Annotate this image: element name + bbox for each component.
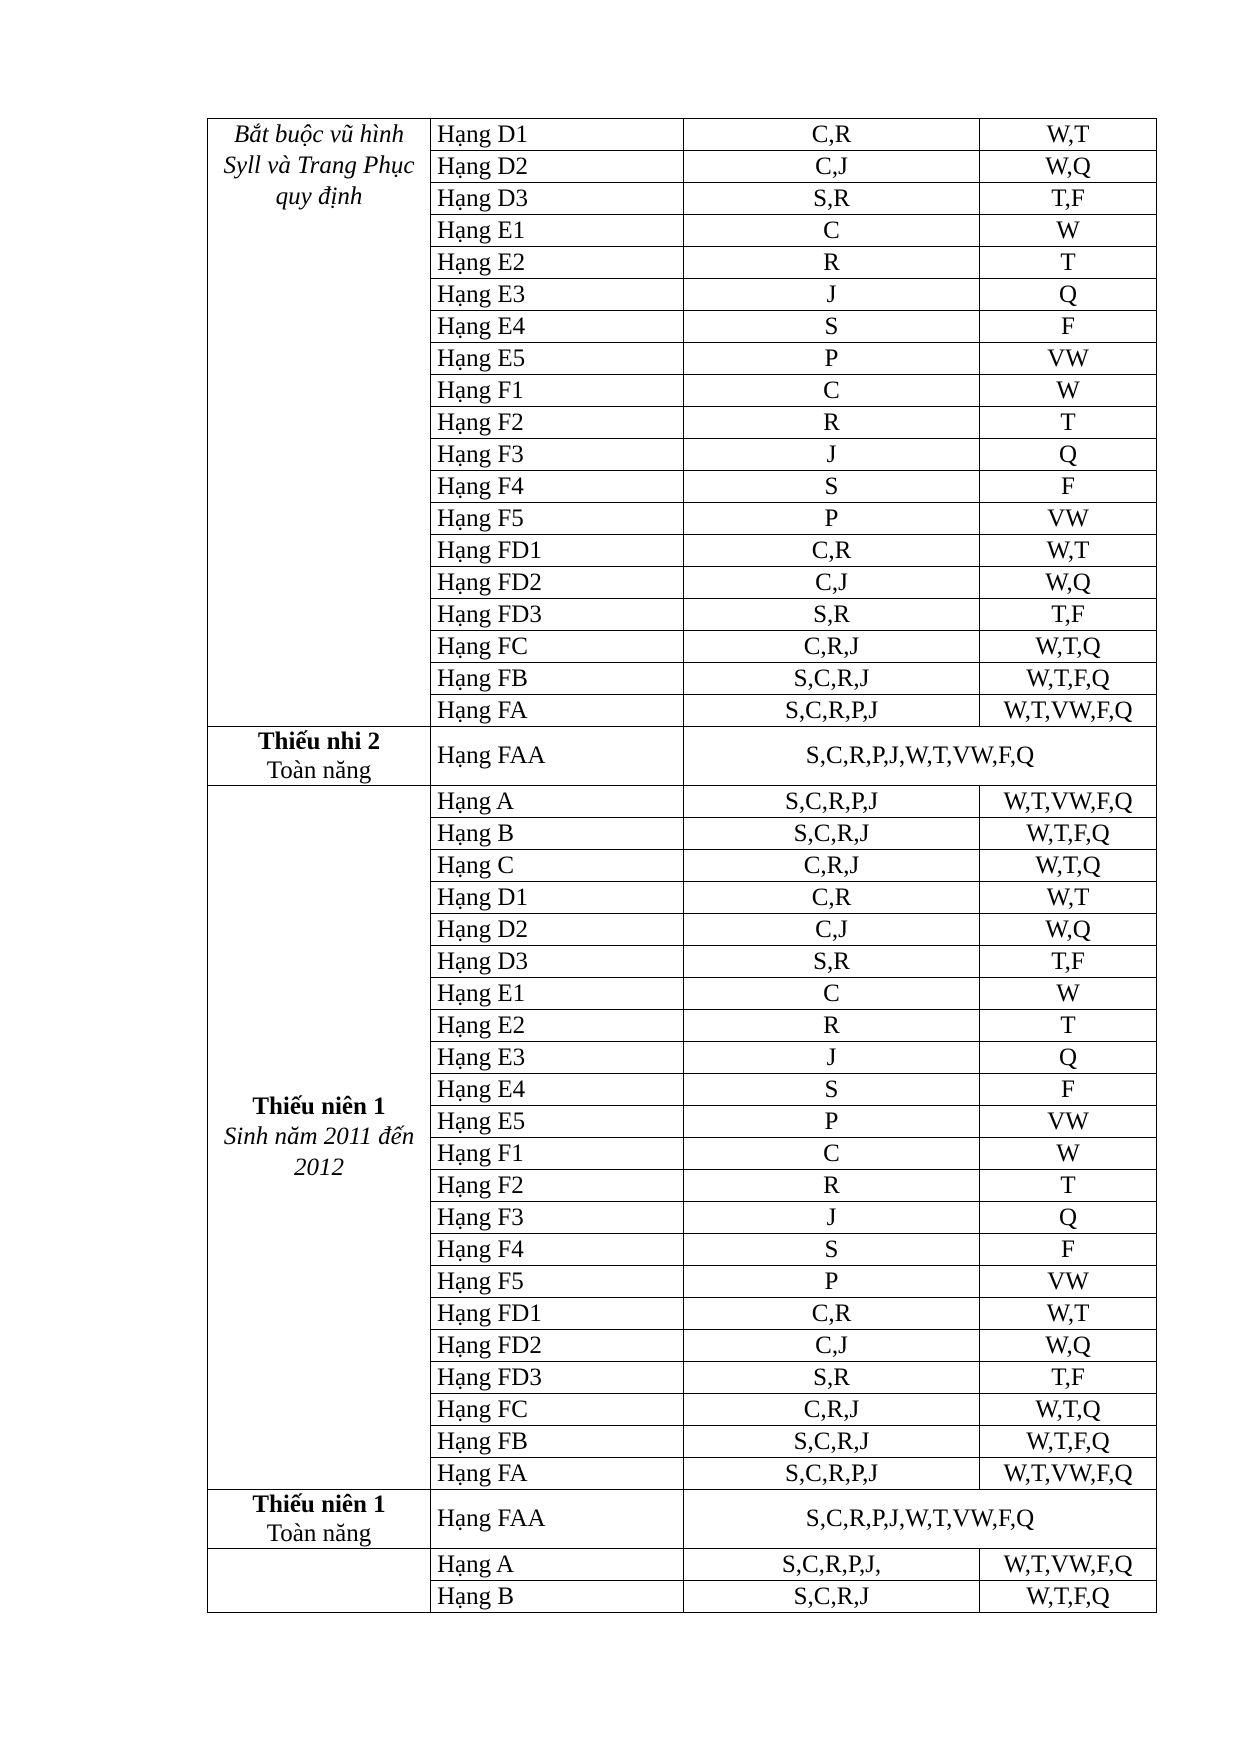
latin-dances-cell: S,R xyxy=(684,599,980,631)
standard-dances-cell: F xyxy=(980,1074,1157,1106)
rank-cell: Hạng D3 xyxy=(431,183,684,215)
group-description-line: Syll và Trang Phục xyxy=(223,152,415,179)
table-row xyxy=(208,1549,1157,1581)
latin-dances-cell: C,J xyxy=(684,151,980,183)
latin-dances-cell: C,J xyxy=(684,567,980,599)
rank-cell: Hạng FD3 xyxy=(431,1362,684,1394)
rank-cell: Hạng E1 xyxy=(431,215,684,247)
rank-cell: Hạng FD1 xyxy=(431,1298,684,1330)
latin-dances-cell: J xyxy=(684,439,980,471)
rank-cell: Hạng A xyxy=(431,786,684,818)
group-cell xyxy=(208,1549,431,1613)
standard-dances-cell: W,T,F,Q xyxy=(980,818,1157,850)
latin-dances-cell: S,C,R,J xyxy=(684,663,980,695)
rank-cell: Hạng D1 xyxy=(431,119,684,151)
latin-dances-cell: J xyxy=(684,1042,980,1074)
rank-cell: Hạng D2 xyxy=(431,914,684,946)
latin-dances-cell: C,R,J xyxy=(684,631,980,663)
rank-cell: Hạng C xyxy=(431,850,684,882)
rank-cell: Hạng E4 xyxy=(431,311,684,343)
latin-dances-cell: J xyxy=(684,279,980,311)
standard-dances-cell: F xyxy=(980,471,1157,503)
standard-dances-cell: VW xyxy=(980,503,1157,535)
rank-cell: Hạng F1 xyxy=(431,1138,684,1170)
latin-dances-cell: R xyxy=(684,407,980,439)
group-title: Thiếu nhi 2 xyxy=(257,728,381,755)
standard-dances-cell: VW xyxy=(980,1106,1157,1138)
latin-dances-cell: J xyxy=(684,1202,980,1234)
standard-dances-cell: W,T,VW,F,Q xyxy=(980,1549,1157,1581)
rank-cell: Hạng F3 xyxy=(431,1202,684,1234)
rank-cell: Hạng F5 xyxy=(431,503,684,535)
standard-dances-cell: W,T,Q xyxy=(980,1394,1157,1426)
standard-dances-cell: W,T xyxy=(980,882,1157,914)
table-row xyxy=(208,1490,1157,1549)
rank-cell: Hạng F4 xyxy=(431,471,684,503)
latin-dances-cell: C,R xyxy=(684,535,980,567)
latin-dances-cell: C,R xyxy=(684,119,980,151)
table-row xyxy=(208,786,1157,818)
standard-dances-cell: W,Q xyxy=(980,567,1157,599)
latin-dances-cell: C,R,J xyxy=(684,1394,980,1426)
standard-dances-cell: F xyxy=(980,1234,1157,1266)
standard-dances-cell: T,F xyxy=(980,599,1157,631)
standard-dances-cell: F xyxy=(980,311,1157,343)
rank-cell: Hạng B xyxy=(431,1581,684,1613)
standard-dances-cell: W,T,F,Q xyxy=(980,663,1157,695)
rank-cell: Hạng D1 xyxy=(431,882,684,914)
standard-dances-cell: W xyxy=(980,375,1157,407)
latin-dances-cell: S,C,R,P,J, xyxy=(684,1549,980,1581)
standard-dances-cell: T,F xyxy=(980,183,1157,215)
rank-cell: Hạng F3 xyxy=(431,439,684,471)
latin-dances-cell: C xyxy=(684,375,980,407)
group-cell xyxy=(208,119,431,727)
standard-dances-cell: W,T,VW,F,Q xyxy=(980,1458,1157,1490)
group-cell xyxy=(208,727,431,786)
group-description-line: Sinh năm 2011 đến xyxy=(223,1123,415,1150)
latin-dances-cell: C xyxy=(684,978,980,1010)
standard-dances-cell: T xyxy=(980,407,1157,439)
standard-dances-cell: W,T xyxy=(980,119,1157,151)
rank-cell: Hạng E4 xyxy=(431,1074,684,1106)
rank-cell: Hạng E5 xyxy=(431,343,684,375)
rank-cell: Hạng E2 xyxy=(431,1010,684,1042)
standard-dances-cell: W,T,F,Q xyxy=(980,1426,1157,1458)
latin-dances-cell: S,C,R,P,J xyxy=(684,695,980,727)
standard-dances-cell: T xyxy=(980,1170,1157,1202)
rank-cell: Hạng F4 xyxy=(431,1234,684,1266)
latin-dances-cell: C xyxy=(684,1138,980,1170)
latin-dances-cell: S,R xyxy=(684,946,980,978)
latin-dances-cell: S,C,R,P,J xyxy=(684,786,980,818)
latin-dances-cell: S,R xyxy=(684,183,980,215)
latin-dances-cell: S xyxy=(684,471,980,503)
rank-cell: Hạng FC xyxy=(431,1394,684,1426)
standard-dances-cell: Q xyxy=(980,279,1157,311)
latin-dances-cell: S xyxy=(684,311,980,343)
rank-cell: Hạng F2 xyxy=(431,407,684,439)
standard-dances-cell: W,T,Q xyxy=(980,850,1157,882)
rank-cell: Hạng FAA xyxy=(431,727,684,786)
all-dances-cell: S,C,R,P,J,W,T,VW,F,Q xyxy=(684,1490,1157,1549)
rank-cell: Hạng E3 xyxy=(431,279,684,311)
table-row xyxy=(208,727,1157,786)
standard-dances-cell: T,F xyxy=(980,1362,1157,1394)
standard-dances-cell: W,Q xyxy=(980,914,1157,946)
latin-dances-cell: C,J xyxy=(684,1330,980,1362)
latin-dances-cell: S xyxy=(684,1074,980,1106)
standard-dances-cell: VW xyxy=(980,1266,1157,1298)
standard-dances-cell: W xyxy=(980,215,1157,247)
latin-dances-cell: C,J xyxy=(684,914,980,946)
latin-dances-cell: C xyxy=(684,215,980,247)
all-dances-cell: S,C,R,P,J,W,T,VW,F,Q xyxy=(684,727,1157,786)
standard-dances-cell: W xyxy=(980,978,1157,1010)
group-description-line: Bắt buộc vũ hình xyxy=(233,121,405,148)
latin-dances-cell: S xyxy=(684,1234,980,1266)
rank-cell: Hạng FA xyxy=(431,1458,684,1490)
standard-dances-cell: Q xyxy=(980,1042,1157,1074)
rank-cell: Hạng F2 xyxy=(431,1170,684,1202)
standard-dances-cell: W,T xyxy=(980,535,1157,567)
latin-dances-cell: P xyxy=(684,503,980,535)
rank-cell: Hạng FD2 xyxy=(431,1330,684,1362)
rank-cell: Hạng FD2 xyxy=(431,567,684,599)
standard-dances-cell: W,T,VW,F,Q xyxy=(980,786,1157,818)
rank-cell: Hạng B xyxy=(431,818,684,850)
standard-dances-cell: W,T xyxy=(980,1298,1157,1330)
group-cell xyxy=(208,786,431,1490)
latin-dances-cell: C,R xyxy=(684,882,980,914)
standard-dances-cell: Q xyxy=(980,1202,1157,1234)
rank-cell: Hạng F1 xyxy=(431,375,684,407)
latin-dances-cell: R xyxy=(684,1010,980,1042)
group-title: Thiếu niên 1 xyxy=(252,1093,386,1120)
table-row xyxy=(208,119,1157,151)
latin-dances-cell: S,C,R,J xyxy=(684,818,980,850)
standard-dances-cell: W,Q xyxy=(980,1330,1157,1362)
group-cell xyxy=(208,1490,431,1549)
table-body xyxy=(208,119,1157,1613)
dance-category-table xyxy=(207,118,1157,1613)
standard-dances-cell: VW xyxy=(980,343,1157,375)
standard-dances-cell: T xyxy=(980,1010,1157,1042)
rank-cell: Hạng E1 xyxy=(431,978,684,1010)
latin-dances-cell: S,R xyxy=(684,1362,980,1394)
rank-cell: Hạng F5 xyxy=(431,1266,684,1298)
rank-cell: Hạng FD3 xyxy=(431,599,684,631)
rank-cell: Hạng D3 xyxy=(431,946,684,978)
latin-dances-cell: S,C,R,J xyxy=(684,1581,980,1613)
rank-cell: Hạng E3 xyxy=(431,1042,684,1074)
latin-dances-cell: P xyxy=(684,343,980,375)
rank-cell: Hạng FD1 xyxy=(431,535,684,567)
rank-cell: Hạng FA xyxy=(431,695,684,727)
latin-dances-cell: S,C,R,J xyxy=(684,1426,980,1458)
rank-cell: Hạng FB xyxy=(431,1426,684,1458)
standard-dances-cell: W,T,F,Q xyxy=(980,1581,1157,1613)
standard-dances-cell: T,F xyxy=(980,946,1157,978)
standard-dances-cell: W xyxy=(980,1138,1157,1170)
rank-cell: Hạng FAA xyxy=(431,1490,684,1549)
group-description-line: 2012 xyxy=(294,1154,344,1181)
standard-dances-cell: W,Q xyxy=(980,151,1157,183)
latin-dances-cell: C,R,J xyxy=(684,850,980,882)
rank-cell: Hạng FC xyxy=(431,631,684,663)
rank-cell: Hạng FB xyxy=(431,663,684,695)
group-subtitle: Toàn năng xyxy=(266,1520,372,1547)
standard-dances-cell: Q xyxy=(980,439,1157,471)
standard-dances-cell: W,T,VW,F,Q xyxy=(980,695,1157,727)
latin-dances-cell: S,C,R,P,J xyxy=(684,1458,980,1490)
group-title: Thiếu niên 1 xyxy=(252,1491,386,1518)
rank-cell: Hạng E5 xyxy=(431,1106,684,1138)
rank-cell: Hạng A xyxy=(431,1549,684,1581)
group-subtitle: Toàn năng xyxy=(266,757,372,784)
latin-dances-cell: P xyxy=(684,1106,980,1138)
rank-cell: Hạng D2 xyxy=(431,151,684,183)
latin-dances-cell: C,R xyxy=(684,1298,980,1330)
latin-dances-cell: R xyxy=(684,1170,980,1202)
latin-dances-cell: P xyxy=(684,1266,980,1298)
group-description-line: quy định xyxy=(275,183,363,210)
latin-dances-cell: R xyxy=(684,247,980,279)
standard-dances-cell: T xyxy=(980,247,1157,279)
standard-dances-cell: W,T,Q xyxy=(980,631,1157,663)
rank-cell: Hạng E2 xyxy=(431,247,684,279)
